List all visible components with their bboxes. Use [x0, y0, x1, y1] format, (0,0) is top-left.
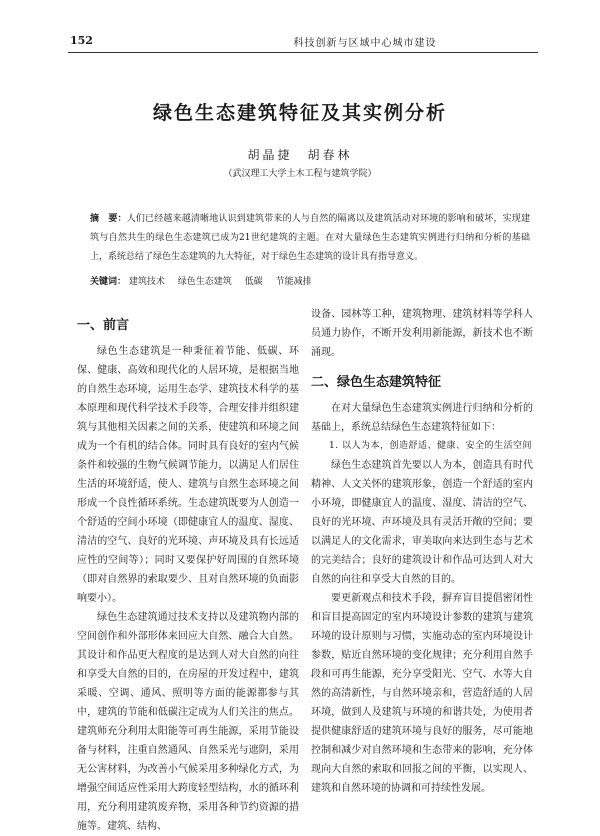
keyword-item: 节能减排	[275, 277, 312, 287]
body-paragraph-continued: 设备、园林等工种，建筑物理、建筑材料等学科人员通力协作，不断开发利用新能源，新技术也不断涌现。	[311, 309, 533, 358]
article-authors: 胡晶捷 胡春林	[247, 148, 353, 162]
section-heading: 二、绿色生态建筑特征	[311, 375, 442, 390]
subsection-heading: 1. 以人为本，创造舒适、健康、安全的生活空间	[329, 441, 532, 451]
keyword-item: 低碳	[244, 277, 263, 287]
right-column	[311, 305, 533, 798]
keyword-item: 建筑技术	[128, 277, 165, 287]
body-paragraph: 绿色生态建筑是一种秉征着节能、低碳、环保、健康、高效和现代化的人居环境，是根据当地的自然生态环境，运用生态学、建筑技术科学的基本原理和现代科学技术手段等，合理安排并组织建筑与其他相关因素之间的关系，使建筑和环境之间成为一个有机的结合体。同时具有良好的室内气候条件和较强的生物气候调节能力，以满足人们居住生活的环境舒适，使人、建筑与自然生态环境之间形成一个良性循环系统。生态建筑既要为人创造一个舒适的空间小环境（即健康宜人的温度、湿度、清洁的空气、良好的光环境、声环境及具有长远适应性的空间等）；同时又要保护好周围的自然环境（即对自然界的索取要少、且对自然环境的负面影响要小）。	[77, 346, 299, 604]
keyword-item: 绿色生态建筑	[177, 277, 232, 287]
abstract	[90, 210, 530, 267]
abstract-text: 人们已经越来越清晰地认识到建筑带来的人与自然的隔离以及建筑活动对环境的影响和破坏，实现建筑与自然共生的绿色生态建筑已成为21世纪建筑的主题。在对大量绿色生态建筑实例进行归纳和分析的基础上，系统总结了绿色生态建筑的九大特征，对于绿色生态建筑的设计具有指导意义。	[90, 214, 530, 262]
article-title: 绿色生态建筑特征及其实例分析	[152, 102, 447, 124]
abstract-label: 摘 要：	[90, 214, 127, 224]
left-column	[77, 305, 299, 836]
body-paragraph: 要更新观点和技术手段，摒弃盲目提倡密闭性和盲目提高固定的室内环境设计参数的建筑与建筑环境的设计原则与习惯，实施动态的室内环境设计参数，贴近自然环境的变化规律；充分利用自然手段和可再生能源，充分享受阳光、空气、水等大自然的高清新性，与自然环境亲和，营造舒适的人居环境，做到人及建筑与环境的和谐共处，为使用者提供健康舒适的建筑环境与良好的服务，尽可能地控制和减少对自然环境和生态带来的影响，充分体现向大自然的索取和回报之间的平衡，以实现人、建筑和自然环境的协调和可持续性发展。	[311, 593, 533, 794]
page-number: 152	[70, 34, 93, 47]
header-rule	[68, 52, 538, 53]
body-paragraph: 绿色生态建筑首先要以人为本，创造具有时代精神、人文关怀的建筑形象，创造一个舒适的室内小环境，即健康宜人的温度、湿度、清洁的空气、良好的光环境、声环境及具有灵活开敞的空间；要以满足人的文化需求，审美取向来达到生态与艺术的完美结合；良好的建筑设计和作品可达到人对大自然的向往和享受大自然的目的。	[311, 460, 533, 585]
article-affiliation: （武汉理工大学土木工程与建筑学院）	[223, 169, 377, 179]
keywords	[90, 274, 530, 287]
body-paragraph: 绿色生态建筑通过技术支持以及建筑物内部的空间创作和外部形体来回应大自然、融合大自然。其设计和作品更大程度的是达到人对大自然的向往和享受大自然的目的，在房屋的开发过程中，建筑采暖、空调、通风、照明等方面的能源都参与其中，建筑的节能和低碳注定成为人们关注的焦点。建筑师充分利用太阳能等可再生能源，采用节能设备与材料，注重自然通风、自然采光与遮阴，采用无公害材料，为改善小气候采用多种绿化方式，为增强空间适应性采用大跨度轻型结构，水的循环利用，充分利用建筑废弃物，采用各种节约资源的措施等。建筑、结构、	[77, 612, 299, 832]
keywords-label: 关键词：	[90, 277, 127, 287]
section-heading: 一、前言	[77, 318, 130, 333]
body-paragraph: 在对大量绿色生态建筑实例进行归纳和分析的基础上，系统总结绿色生态建筑特征如下：	[311, 403, 533, 433]
running-head: 科技创新与区域中心城市建设	[293, 38, 437, 49]
